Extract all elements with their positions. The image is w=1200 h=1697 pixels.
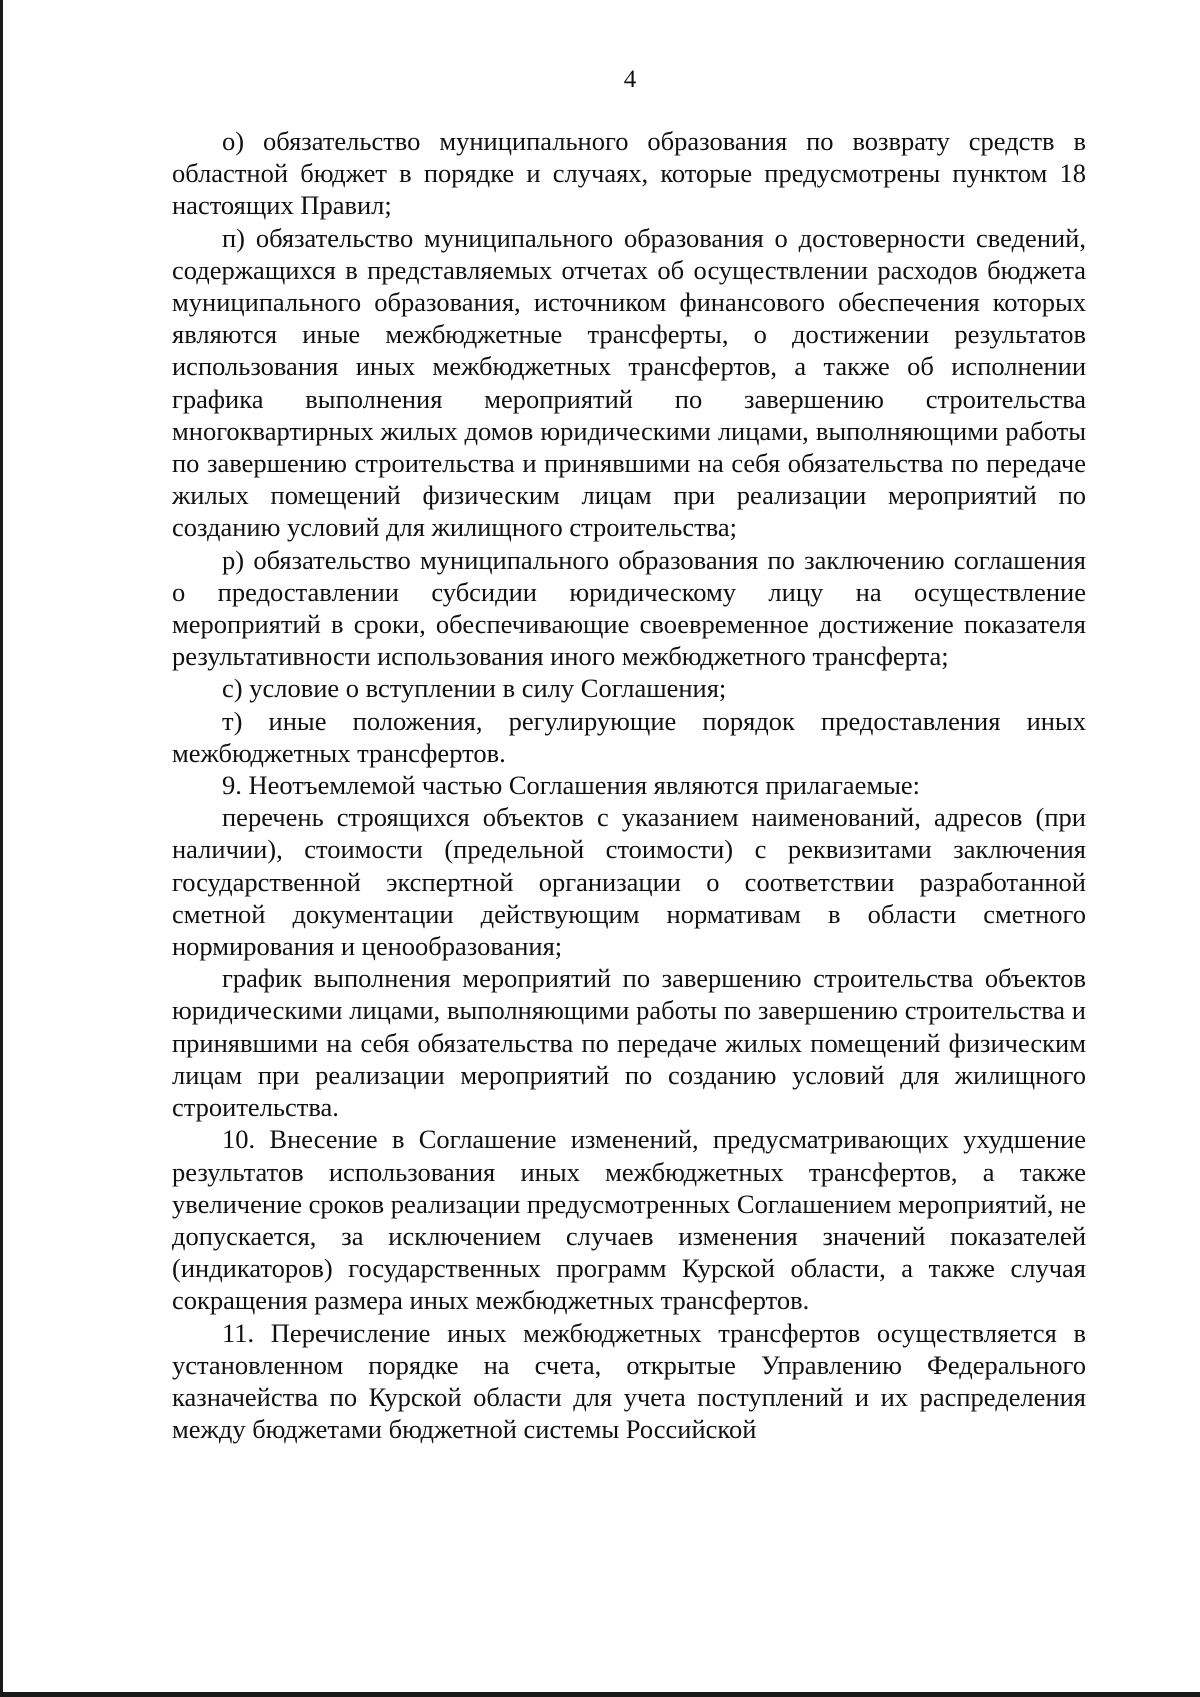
page-number: 4	[623, 66, 637, 93]
paragraph-item-s: с) условие о вступлении в силу Соглашения;	[222, 673, 727, 704]
scan-border-bottom	[0, 1692, 1200, 1697]
paragraph-item-t: т) иные положения, регулирующие порядок предоставления иных межбюджетных трансфертов.	[172, 705, 1086, 768]
paragraph-clause-10: 10. Внесение в Соглашение изменений, предусматривающих ухудшение результатов использования иных межбюджетных трансфертов, а также увеличение сроков реализации предусмотренных Соглашением мероприятий, не допускается, за исключением случаев изменения значений показателей (индикаторов) государственных программ Курской области, а также случая сокращения размера иных межбюджетных трансфертов.	[172, 1124, 1086, 1316]
scan-border-left	[0, 0, 3, 1697]
paragraph-clause-9: 9. Неотъемлемой частью Соглашения являются прилагаемые:	[222, 770, 921, 801]
document-body	[172, 125, 1086, 1445]
paragraph-item-p: п) обязательство муниципального образования о достоверности сведений, содержащихся в представляемых отчетах об осуществлении расходов бюджета муниципального образования, источником финансового обеспечения которых являются иные межбюджетные трансферты, о достижении результатов использования иных межбюджетных трансфертов, а также об исполнении графика выполнения мероприятий по завершению строительства многоквартирных жилых домов юридическими лицами, выполняющими работы по завершению строительства и принявшими на себя обязательства по передаче жилых помещений физическим лицам при реализации мероприятий по созданию условий для жилищного строительства;	[172, 222, 1086, 543]
paragraph-item-r: р) обязательство муниципального образования по заключению соглашения о предоставлении субсидии юридическому лицу на осуществление мероприятий в сроки, обеспечивающие своевременное достижение показателя результативности использования иного межбюджетного трансферта;	[172, 544, 1086, 672]
paragraph-schedule: график выполнения мероприятий по завершению строительства объектов юридическими лицами, выполняющими работы по завершению строительства и принявшими на себя обязательства по передаче жилых помещений физическим лицам при реализации мероприятий по созданию условий для жилищного строительства.	[172, 963, 1086, 1123]
paragraph-object-list: перечень строящихся объектов с указанием наименований, адресов (при наличии), стоимости (предельной стоимости) с реквизитами заключения государственной экспертной организации о соответствии разработанной сметной документации действующим нормативам в области сметного нормирования и ценообразования;	[172, 802, 1086, 962]
paragraph-item-o: о) обязательство муниципального образования по возврату средств в областной бюджет в порядке и случаях, которые предусмотрены пунктом 18 настоящих Правил;	[172, 126, 1086, 221]
paragraph-clause-11: 11. Перечисление иных межбюджетных трансфертов осуществляется в установленном порядке на счета, открытые Управлению Федерального казначейства по Курской области для учета поступлений и их распределения между бюджетами бюджетной системы Российской	[172, 1317, 1086, 1445]
